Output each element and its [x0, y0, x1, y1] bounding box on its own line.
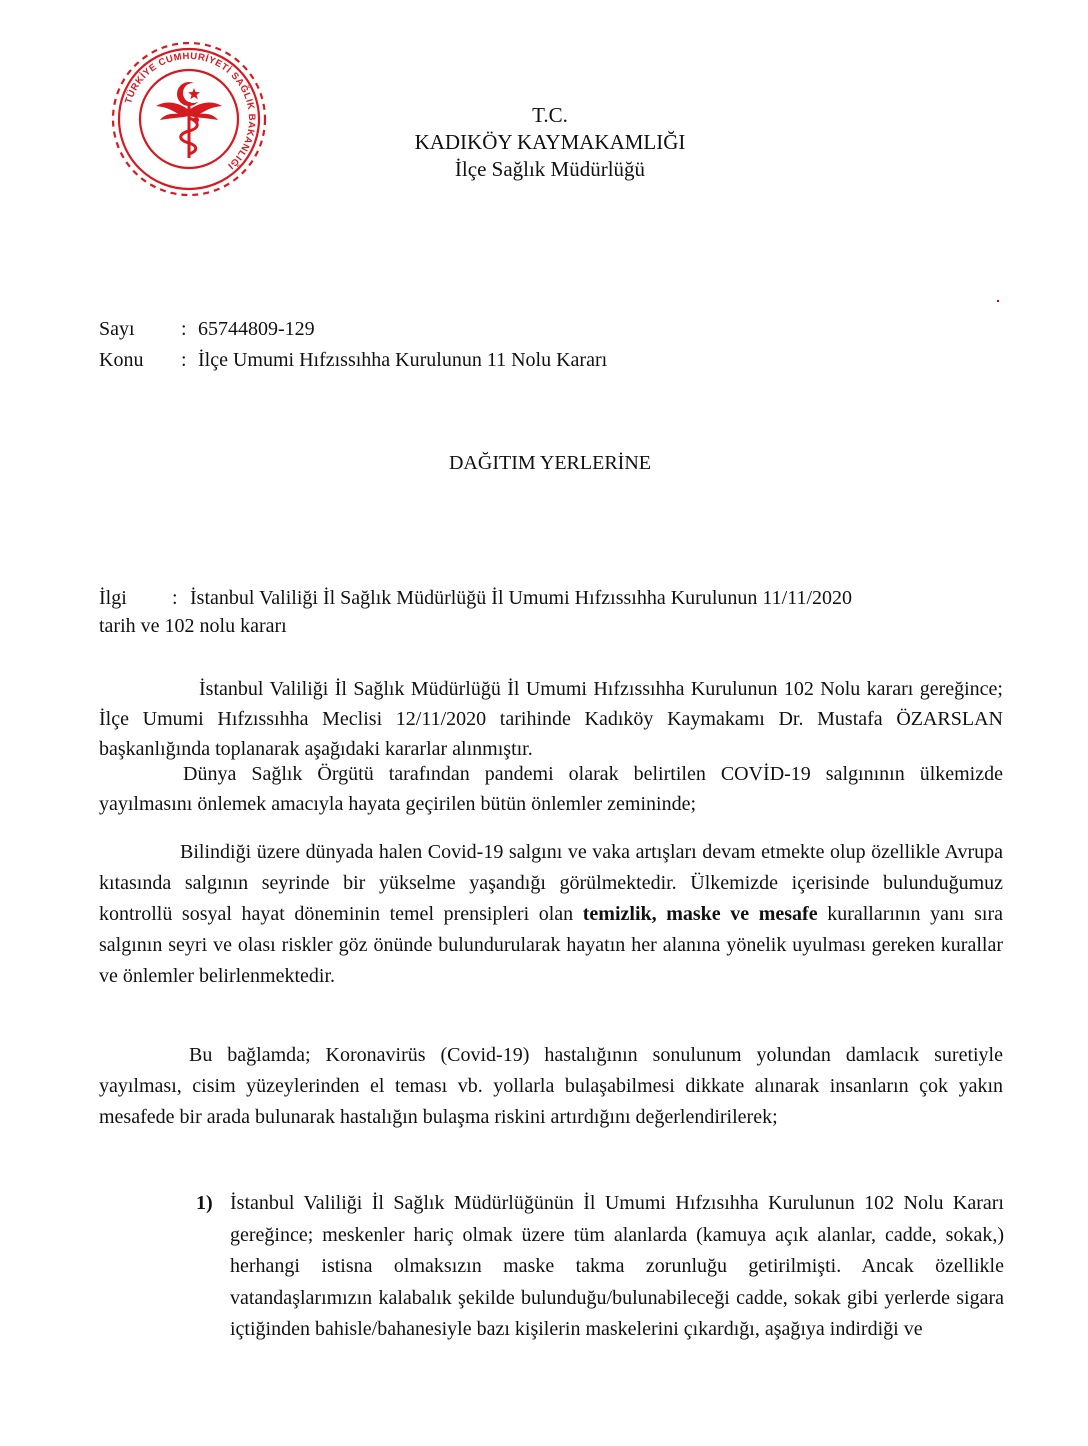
paragraph-1	[99, 674, 1003, 764]
paragraph-2-text: Dünya Sağlık Örgütü tarafından pandemi olarak belirtilen COVİD-19 salgınının ülkemizde yayılmasını önlemek amacıyla hayata geçirilen bütün önlemler zemininde;	[99, 763, 1003, 815]
ilgi-colon: :	[172, 587, 178, 609]
konu-label: Konu	[99, 349, 144, 371]
paragraph-4	[99, 1040, 1003, 1133]
paragraph-3-text-b: kurallarının yanı sıra salgının seyri ve olası riskler göz önünde bulundurularak hayatın her alanına yönelik uyulması gereken kurallar ve önlemler belirlenmektedir.	[99, 903, 1003, 987]
paragraph-3-bold: temizlik, maske ve mesafe	[582, 903, 818, 925]
ministry-logo	[106, 36, 272, 202]
paragraph-4-text: Bu bağlamda; Koronavirüs (Covid-19) hastalığının sonulunum yolundan damlacık suretiyle yayılması, cisim yüzeylerinden el teması vb. yollarla bulaşabilmesi dikkate alınarak insanların çok yakın mesafede bir arada bulunarak hastalığın bulaşma riskini artırdığını değerlendirilerek;	[99, 1044, 1003, 1128]
ilgi-line2: tarih ve 102 nolu kararı	[99, 615, 287, 637]
konu-value: İlçe Umumi Hıfzıssıhha Kurulunun 11 Nolu Kararı	[198, 349, 608, 371]
konu-row	[99, 349, 607, 372]
ilgi-line1: İstanbul Valiliği İl Sağlık Müdürlüğü İl Umumi Hıfzıssıhha Kurulunun 11/11/2020	[190, 587, 853, 609]
sayi-colon: :	[181, 318, 187, 340]
header-mudurluk: İlçe Sağlık Müdürlüğü	[454, 157, 646, 181]
paragraph-3-text-a: Bilindiği üzere dünyada halen Covid-19 salgını ve vaka artışları devam etmekte olup özellikle Avrupa kıtasında salgının seyrinde bir yükselme yaşandığı görülmektedir. Ülkemizde içerisinde bulunduğumuz kontrollü sosyal hayat döneminin temel prensipleri olan	[99, 841, 1003, 925]
header-kaymakamlik: KADIKÖY KAYMAKAMLIĞI	[414, 130, 686, 154]
list-item-number: 1)	[196, 1192, 213, 1214]
list-item	[196, 1188, 1004, 1346]
header-tc: T.C.	[532, 103, 568, 127]
logo-ring-text: TÜRKİYE CUMHURİYETİ SAĞLIK BAKANLIĞI	[123, 50, 258, 172]
paragraph-3	[99, 837, 1003, 992]
sayi-value: 65744809-129	[198, 318, 315, 340]
ilgi-label: İlgi	[99, 587, 127, 609]
konu-colon: :	[181, 349, 187, 371]
sayi-row	[99, 318, 315, 341]
paragraph-1-text: İstanbul Valiliği İl Sağlık Müdürlüğü İl Umumi Hıfzıssıhha Kurulunun 102 Nolu kararı gereğince; İlçe Umumi Hıfzıssıhha Meclisi 12/11/2020 tarihinde Kadıköy Kaymakamı Dr. Mustafa ÖZARSLAN başkanlığında toplanarak aşağıdaki kararlar alınmıştır.	[99, 678, 1003, 760]
sayi-label: Sayı	[99, 318, 135, 340]
list-item-text: İstanbul Valiliği İl Sağlık Müdürlüğünün İl Umumi Hıfzısıhha Kurulunun 102 Nolu Kararı gereğince; meskenler hariç olmak üzere tüm alanlarda (kamuya açık alanlar, cadde, sokak,) herhangi istisna olmaksızın maske takma zorunluğu getirilmişti. Ancak özellikle vatandaşlarımızın kalabalık şekilde bulunduğu/bulunabileceği cadde, sokak gibi yerlerde sigara içtiğinden bahisle/bahanesiyle bazı kişilerin maskelerini çıkardığı, aşağıya indirdiği ve	[230, 1192, 1004, 1340]
paragraph-2	[99, 759, 1003, 819]
ilgi-row	[99, 587, 852, 610]
red-mark	[997, 300, 999, 302]
caduceus-crescent-star-icon	[106, 36, 272, 202]
distribution-heading: DAĞITIM YERLERİNE	[448, 452, 651, 474]
